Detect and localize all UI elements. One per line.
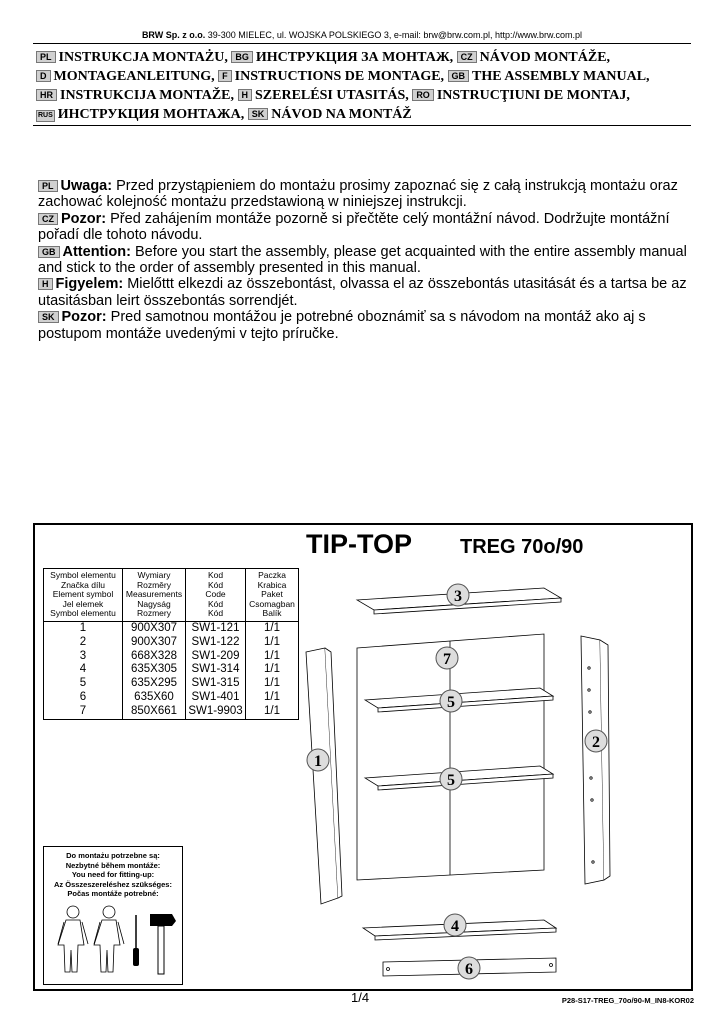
cell-package: 1/1 bbox=[246, 691, 299, 705]
header-line: Rozmery bbox=[136, 608, 171, 619]
page-number: 1/4 bbox=[351, 990, 370, 1005]
lang-tag: GB bbox=[38, 246, 60, 258]
warning-label: Pozor: bbox=[61, 309, 107, 326]
cell-code: SW1-315 bbox=[186, 677, 246, 691]
header-line: Measurements bbox=[125, 589, 183, 600]
cell-package: 1/1 bbox=[246, 663, 299, 677]
cell-symbol: 2 bbox=[44, 636, 123, 650]
company-address: 39-300 MIELEC, ul. WOJSKA POLSKIEGO 3, e-mail: brw@brw.com.pl, http://www.brw.com.pl bbox=[205, 30, 583, 40]
cell-measurements: 850X661 bbox=[123, 705, 186, 719]
cell-package: 1/1 bbox=[246, 636, 299, 650]
lang-tag: RUS bbox=[36, 110, 55, 122]
part-label-text: 5 bbox=[447, 694, 455, 711]
header-line: Rozměry bbox=[136, 579, 171, 590]
lang-tag: HR bbox=[36, 89, 57, 101]
warning-text: Before you start the assembly, please get acquainted with the entire assembly manual and stick to the order of assembly presented in this manual. bbox=[38, 243, 687, 277]
cell-code: SW1-121 bbox=[186, 621, 246, 635]
title-text: SZERELÉSI UTASITÁS, bbox=[255, 88, 409, 103]
cell-package: 1/1 bbox=[246, 705, 299, 719]
side-panel-right bbox=[581, 636, 610, 884]
screwdriver-icon bbox=[133, 915, 139, 966]
part-label bbox=[447, 584, 469, 606]
header-line: Symbol elementu bbox=[50, 608, 116, 619]
cell-measurements: 635X60 bbox=[123, 691, 186, 705]
cell-code: SW1-209 bbox=[186, 650, 246, 664]
lang-tag: GB bbox=[448, 70, 470, 82]
cell-symbol: 4 bbox=[44, 663, 123, 677]
lang-tag: SK bbox=[248, 108, 269, 120]
cell-package: 1/1 bbox=[246, 650, 299, 664]
part-label bbox=[440, 690, 462, 712]
tools-line: Do montażu potrzebne są: bbox=[66, 851, 160, 860]
warning-label: Uwaga: bbox=[60, 178, 113, 194]
cell-package: 1/1 bbox=[246, 677, 299, 691]
title-text: INSTRUCTIONS DE MONTAGE, bbox=[234, 69, 445, 84]
cell-code: SW1-9903 bbox=[186, 705, 246, 719]
warning-text: Mielőttt elkezdi az összebontást, olvassa el az összebontás utasitását és a tartsa be az utasitásban leirt összebontás sorrendjét. bbox=[38, 276, 687, 309]
cell-code: SW1-122 bbox=[186, 636, 246, 650]
cell-symbol: 5 bbox=[44, 677, 123, 691]
title-text: ИНСТРУКЦИЯ ЗА МОНТАЖ, bbox=[255, 50, 454, 65]
cell-code: SW1-314 bbox=[186, 663, 246, 677]
title-text: NÁVOD MONTÁŽE, bbox=[479, 50, 611, 65]
cell-measurements: 635X295 bbox=[123, 677, 186, 691]
company-name: BRW Sp. z o.o. bbox=[141, 30, 206, 40]
person-icon bbox=[94, 906, 124, 972]
cell-code: SW1-401 bbox=[186, 691, 246, 705]
warning-label: Pozor: bbox=[61, 210, 107, 227]
part-label bbox=[307, 749, 329, 771]
hammer-icon bbox=[150, 914, 176, 974]
title-text: MONTAGEANLEITUNG, bbox=[53, 69, 215, 84]
lang-tag: CZ bbox=[457, 51, 477, 63]
tools-figures bbox=[58, 906, 124, 972]
lang-tag: F bbox=[218, 70, 232, 82]
cell-symbol: 6 bbox=[44, 691, 123, 705]
header-line: Wymiary bbox=[137, 570, 171, 580]
header-line: Code bbox=[205, 589, 226, 600]
person-icon bbox=[58, 906, 88, 972]
lang-tag: BG bbox=[231, 51, 253, 63]
lang-tag: SK bbox=[38, 311, 59, 323]
title-text: THE ASSEMBLY MANUAL, bbox=[472, 69, 650, 84]
tools-line: Nezbytné během montáže: bbox=[65, 860, 161, 870]
cell-symbol: 7 bbox=[44, 705, 123, 719]
header-line: Kod bbox=[207, 570, 224, 580]
header-line: Paket bbox=[261, 589, 283, 600]
lang-tag: D bbox=[36, 70, 51, 82]
cell-measurements: 668X328 bbox=[123, 650, 186, 664]
warning-label: Attention: bbox=[62, 243, 131, 260]
document-code: P28-S17-TREG_70o/90-M_IN8-KOR02 bbox=[561, 996, 694, 1005]
header-line: Nagyság bbox=[137, 598, 171, 609]
product-model: TREG 70o/90 bbox=[460, 536, 584, 558]
part-label-text: 5 bbox=[447, 772, 455, 789]
part-label-text: 1 bbox=[314, 753, 322, 770]
cell-measurements: 900X307 bbox=[123, 621, 186, 635]
lang-tag: H bbox=[38, 278, 53, 290]
header-line: Kód bbox=[207, 598, 224, 609]
part-label bbox=[436, 647, 458, 669]
part-label-text: 6 bbox=[465, 961, 473, 978]
tools-line: You need for fitting-up: bbox=[71, 870, 155, 880]
product-name: TIP-TOP bbox=[306, 529, 413, 559]
title-text: NÁVOD NA MONTÁŽ bbox=[271, 107, 412, 122]
header-line: Csomagban bbox=[249, 598, 295, 609]
tools-line: Počas montáže potrebné: bbox=[67, 889, 159, 899]
header-line: Kód bbox=[207, 608, 224, 619]
part-label bbox=[440, 768, 462, 790]
header-line: Balík bbox=[262, 608, 282, 619]
title-text: INSTRUKCIJA MONTAŽE, bbox=[60, 88, 234, 103]
lang-tag: PL bbox=[38, 180, 58, 192]
warning-text: Przed przystąpieniem do montażu prosimy zapoznać się z całą instrukcją montażu oraz zachować kolejność montażu przedstawioną w niniejszej instrukcji. bbox=[38, 178, 678, 211]
header-line: Krabica bbox=[257, 579, 287, 590]
warning-label: Figyelem: bbox=[55, 276, 124, 293]
lang-tag: PL bbox=[36, 51, 56, 63]
part-label-text: 7 bbox=[443, 651, 451, 668]
part-label-text: 3 bbox=[454, 588, 462, 605]
header-line: Jel elemek bbox=[62, 598, 104, 609]
cell-symbol: 3 bbox=[44, 650, 123, 664]
lang-tag: H bbox=[238, 89, 253, 101]
part-label bbox=[444, 914, 466, 936]
lang-tag: CZ bbox=[38, 213, 58, 225]
header-line: Kód bbox=[207, 579, 224, 590]
tools-line: Az Összeszereléshez szükséges: bbox=[54, 879, 172, 889]
header-line: Element symbol bbox=[52, 589, 114, 600]
header-line: Paczka bbox=[258, 570, 286, 580]
part-label bbox=[458, 957, 480, 979]
title-text: ИНСТРУКЦИЯ МОНТАЖА, bbox=[57, 107, 245, 122]
part-label-text: 4 bbox=[451, 918, 459, 935]
cell-symbol: 1 bbox=[44, 621, 123, 635]
warning-text: Pred samotnou montážou je potrebné oboznámiť sa s návodom na montáž ako aj s postupom montáže uvedenými v tejto príručke. bbox=[38, 309, 646, 342]
header-line: Značka dílu bbox=[61, 579, 105, 590]
title-text: INSTRUCŢIUNI DE MONTAJ, bbox=[436, 88, 630, 103]
side-panel-left bbox=[306, 648, 342, 904]
header-line: Symbol elementu bbox=[50, 570, 116, 580]
back-panel bbox=[357, 634, 544, 880]
lang-tag: RO bbox=[412, 89, 434, 101]
part-label-text: 2 bbox=[592, 734, 600, 751]
cell-measurements: 900X307 bbox=[123, 636, 186, 650]
cell-measurements: 635X305 bbox=[123, 663, 186, 677]
warning-text: Před zahájením montáže pozorně si přečtěte celý montážní návod. Dodržujte montážní pořadí dle tohoto návodu. bbox=[38, 210, 670, 244]
part-label bbox=[585, 730, 607, 752]
title-text: INSTRUKCJA MONTAŻU, bbox=[58, 50, 228, 65]
cell-package: 1/1 bbox=[246, 621, 299, 635]
